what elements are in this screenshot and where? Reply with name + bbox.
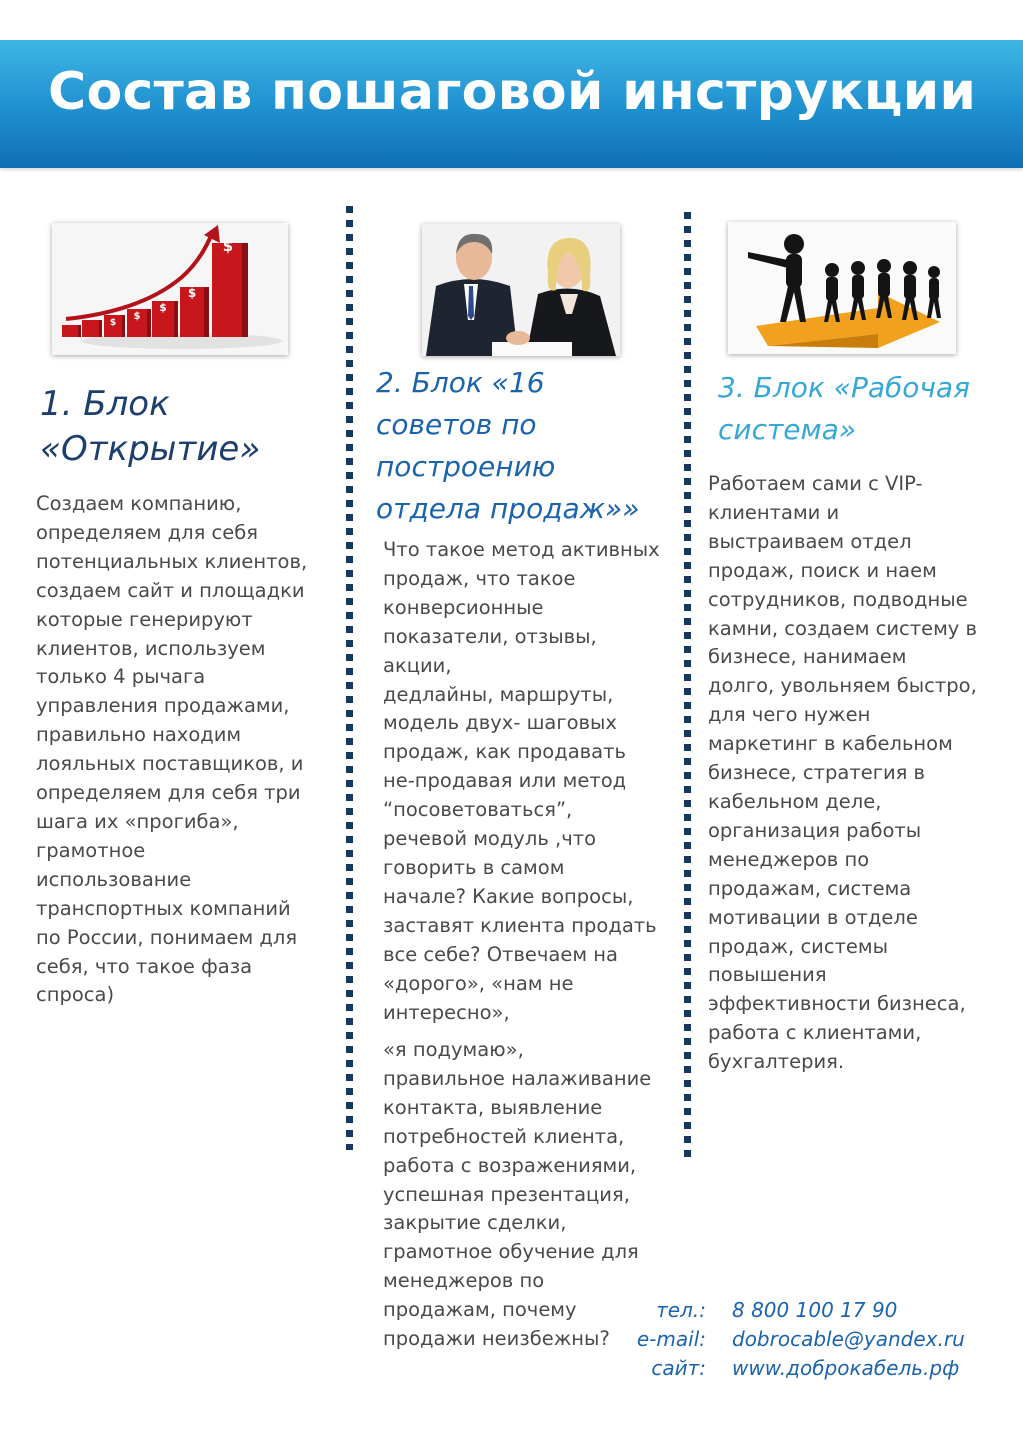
phone-label: тел.: xyxy=(656,1298,706,1322)
block3-heading: 3. Блок «Рабочая система» xyxy=(718,371,970,446)
site-value[interactable]: www.доброкабель.рф xyxy=(732,1356,960,1380)
block2-heading: 2. Блок «16 советов по построению отдела продаж»» xyxy=(376,366,640,525)
block2-image xyxy=(422,224,620,356)
block2-text-continued: «я подумаю», правильное налаживание контакта, выявление потребностей клиента, работа с возражениями, успешная презентация, закрытие сделки, грамотное обучение для менеджеров по продажам, почему продажи неизбежны? xyxy=(383,1038,652,1351)
svg-text:$: $ xyxy=(187,286,197,300)
svg-text:$: $ xyxy=(159,301,167,314)
column-divider-left xyxy=(346,206,353,1150)
growth-chart-icon xyxy=(52,223,288,355)
email-label: e-mail: xyxy=(636,1327,706,1351)
page-title: Состав пошаговой инструкции xyxy=(48,62,977,122)
phone-value[interactable]: 8 800 100 17 90 xyxy=(732,1298,898,1322)
team-leader-icon xyxy=(728,222,956,354)
block3-text: Работаем сами с VIP- клиентами и выстраиваем отдел продаж, поиск и наем сотрудников, подводные камни, создаем систему в бизнесе, нанимаем долго, увольняем быстро, для чего нужен маркетинг в кабельном бизнесе, стратегия в кабельном деле, организация работы менеджеров по продажам, система мотивации в отделе продаж, системы повышения эффективности бизнеса, работа с клиентами, бухгалтерия. xyxy=(708,472,978,1074)
email-value[interactable]: dobrocable@yandex.ru xyxy=(732,1327,965,1351)
block1-text: Создаем компанию, определяем для себя потенциальных клиентов, создаем сайт и площадки которые генерируют клиентов, используем только 4 рычага управления продажами, правильно находим лояльных поставщиков, и определяем для себя три шага их «прогиба», грамотное использование транспортных компаний по России, понимаем для себя, что такое фаза спроса) xyxy=(36,492,308,1007)
block1-image xyxy=(52,223,288,355)
svg-text:$: $ xyxy=(222,237,234,255)
svg-text:$: $ xyxy=(133,311,141,322)
site-label: сайт: xyxy=(651,1356,706,1380)
block3-image xyxy=(728,222,956,354)
business-people-icon xyxy=(422,224,620,356)
block2-text: Что такое метод активных продаж, что такое конверсионные показатели, отзывы, акции, дедлайны, маршруты, модель двух- шаговых продаж, как продавать не-продавая или метод “посоветоваться”, речевой модуль ,что говорить в самом начале? Какие вопросы, заставят клиента продать все себе? Отвечаем на «дорого», «нам не интересно», xyxy=(383,538,660,1024)
contact-site-row xyxy=(600,1354,1020,1383)
contact-email-row xyxy=(600,1325,1020,1354)
contacts xyxy=(600,1296,1020,1383)
column-divider-right xyxy=(684,212,691,1158)
svg-text:$: $ xyxy=(109,318,117,328)
block1-heading: 1. Блок «Открытие» xyxy=(40,384,261,469)
contact-phone-row xyxy=(600,1296,1020,1325)
